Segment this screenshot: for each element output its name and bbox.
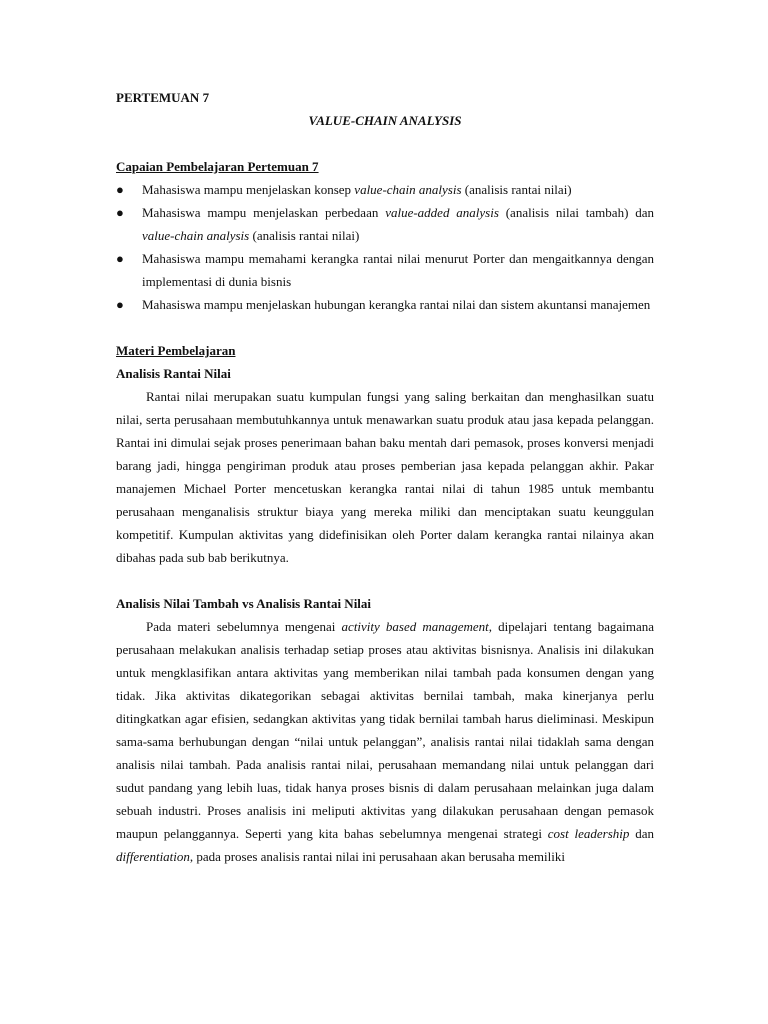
section-heading-value-added-vs-chain: Analisis Nilai Tambah vs Analisis Rantai Nilai bbox=[116, 596, 372, 611]
meeting-label: PERTEMUAN 7 bbox=[116, 90, 210, 105]
document-body bbox=[116, 86, 654, 868]
bullet-icon: ● bbox=[116, 205, 124, 220]
bullet-icon: ● bbox=[116, 297, 124, 312]
paragraph-value-chain: Rantai nilai merupakan suatu kumpulan fungsi yang saling berkaitan dan menghasilkan suatu nilai, serta perusahaan membutuhkannya untuk menawarkan suatu produk atau jasa kepada pelanggan. Rantai ini dimulai sejak proses penerimaan bahan baku mentah dari pemasok, proses konversi menjadi barang jadi, hingga pengiriman produk atau proses pemberian jasa kepada pelanggan akhir. Pakar manajemen Michael Porter mencetuskan kerangka rantai nilai di tahun 1985 untuk membantu perusahaan menganalisis struktur biaya yang mereka miliki dan menciptakan suatu keunggulan kompetitif. Kumpulan aktivitas yang didefinisikan oleh Porter dalam kerangka rantai nilainya akan dibahas pada sub bab berikutnya. bbox=[116, 389, 654, 565]
list-item: ● Mahasiswa mampu menjelaskan hubungan kerangka rantai nilai dan sistem akuntansi manajemen bbox=[116, 293, 654, 316]
list-item: ● Mahasiswa mampu menjelaskan konsep value-chain analysis (analisis rantai nilai) bbox=[116, 178, 654, 201]
document-title: VALUE-CHAIN ANALYSIS bbox=[308, 113, 462, 128]
list-item: ● Mahasiswa mampu memahami kerangka rantai nilai menurut Porter dan mengaitkannya dengan implementasi di dunia bisnis bbox=[116, 247, 654, 293]
bullet-icon: ● bbox=[116, 182, 124, 197]
paragraph-value-added-vs-chain: Pada materi sebelumnya mengenai activity based management, dipelajari tentang bagaimana perusahaan melakukan analisis terhadap setiap proses atau aktivitas bisnisnya. Analisis ini dilakukan untuk mengklasifikan antara aktivitas yang memberikan nilai tambah pada konsumen dengan yang tidak. Jika aktivitas dikategorikan sebagai aktivitas bernilai tambah, maka kinerjanya perlu ditingkatkan agar efisien, sedangkan aktivitas yang tidak bernilai tambah harus dieliminasi. Meskipun sama-sama berhubungan dengan “nilai untuk pelanggan”, analisis rantai nilai tidaklah sama dengan analisis nilai tambah. Pada analisis rantai nilai, perusahaan memandang nilai untuk pelanggan dari sudut pandang yang lebih luas, tidak hanya proses bisnis di dalam perusahaan melainkan juga dalam sebuah industri. Proses analisis ini meliputi aktivitas yang dilakukan perusahaan dengan pemasok maupun pelanggannya. Seperti yang kita bahas sebelumnya mengenai strategi cost leadership dan differentiation, pada proses analisis rantai nilai ini perusahaan akan berusaha memiliki bbox=[116, 619, 655, 864]
objectives-list bbox=[116, 178, 654, 316]
objectives-heading: Capaian Pembelajaran Pertemuan 7 bbox=[116, 159, 319, 174]
bullet-icon: ● bbox=[116, 251, 124, 266]
list-item: ● Mahasiswa mampu menjelaskan perbedaan value-added analysis (analisis nilai tambah) dan value-chain analysis (analisis rantai nilai) bbox=[116, 201, 654, 247]
section-heading-value-chain: Analisis Rantai Nilai bbox=[116, 366, 231, 381]
material-heading: Materi Pembelajaran bbox=[116, 343, 236, 358]
